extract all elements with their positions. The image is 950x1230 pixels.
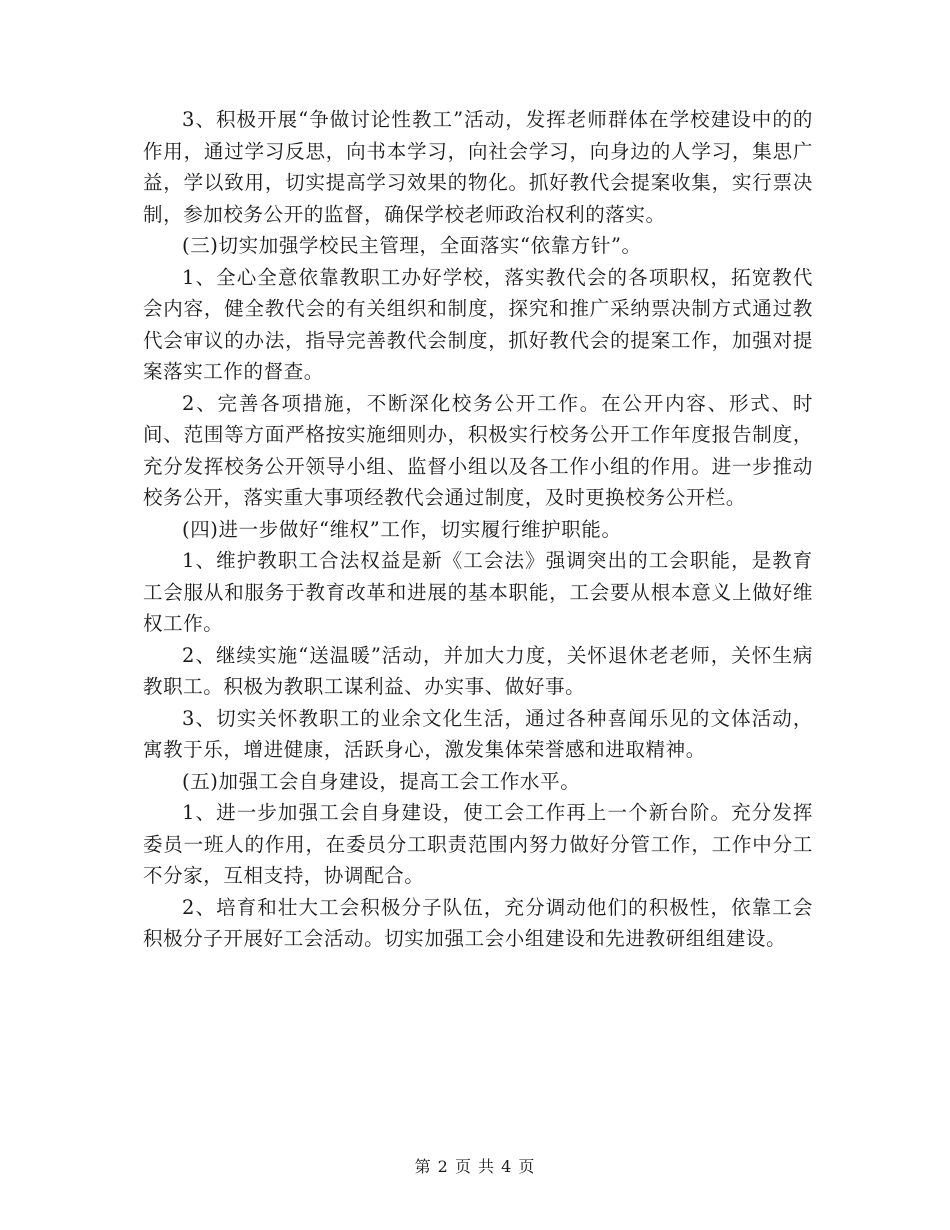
paragraph-item-2-send-warmth: 2、继续实施“送温暖”活动，并加大力度，关怀退休老老师，关怀生病教职工。积极为教职工谋利益、办实事、做好事。 <box>143 643 813 698</box>
paragraph-item-1-legal-rights: 1、维护教职工合法权益是新《工会法》强调突出的工会职能，是教育工会服从和服务于教育改革和进展的基本职能，工会要从根本意义上做好维权工作。 <box>143 549 813 635</box>
paragraph-item-3-cultural-life: 3、切实关怀教职工的业余文化生活，通过各种喜闻乐见的文体活动，寓教于乐，增进健康，活跃身心，激发集体荣誉感和进取精神。 <box>143 706 813 761</box>
page-footer <box>0 1154 950 1177</box>
document-body <box>143 104 813 955</box>
section-heading-rights-protection: (四)进一步做好“维权”工作，切实履行维护职能。 <box>182 517 622 541</box>
paragraph-item-2-school-affairs-openness: 2、完善各项措施，不断深化校务公开工作。在公开内容、形式、时间、范围等方面严格按实施细则办，积极实行校务公开工作年度报告制度，充分发挥校务公开领导小组、监督小组以及各工作小组的作用。进一步推动校务公开，落实重大事项经教代会通过制度，及时更换校务公开栏。 <box>143 391 813 509</box>
section-heading-union-self-building: (五)加强工会自身建设，提高工会工作水平。 <box>182 769 581 793</box>
paragraph-item-1-self-building: 1、进一步加强工会自身建设，使工会工作再上一个新台阶。充分发挥委员一班人的作用，在委员分工职责范围内努力做好分管工作，工作中分工不分家，互相支持，协调配合。 <box>143 801 813 887</box>
page-number: 第 2 页 共 4 页 <box>414 1157 536 1176</box>
paragraph-item-1-rely-on-staff: 1、全心全意依靠教职工办好学校，落实教代会的各项职权，拓宽教代会内容，健全教代会的有关组织和制度，探究和推广采纳票决制方式通过教代会审议的办法，指导完善教代会制度，抓好教代会的提案工作，加强对提案落实工作的督查。 <box>143 265 813 383</box>
paragraph-item-3-discussion-activity: 3、积极开展“争做讨论性教工”活动，发挥老师群体在学校建设中的的作用，通过学习反思，向书本学习，向社会学习，向身边的人学习，集思广益，学以致用，切实提高学习效果的物化。抓好教代会提案收集，实行票决制，参加校务公开的监督，确保学校老师政治权利的落实。 <box>143 108 813 226</box>
paragraph-item-2-activists: 2、培育和壮大工会积极分子队伍，充分调动他们的积极性，依靠工会积极分子开展好工会活动。切实加强工会小组建设和先进教研组组建设。 <box>143 895 813 950</box>
section-heading-democratic-management: (三)切实加强学校民主管理，全面落实“依靠方针”。 <box>182 234 642 257</box>
